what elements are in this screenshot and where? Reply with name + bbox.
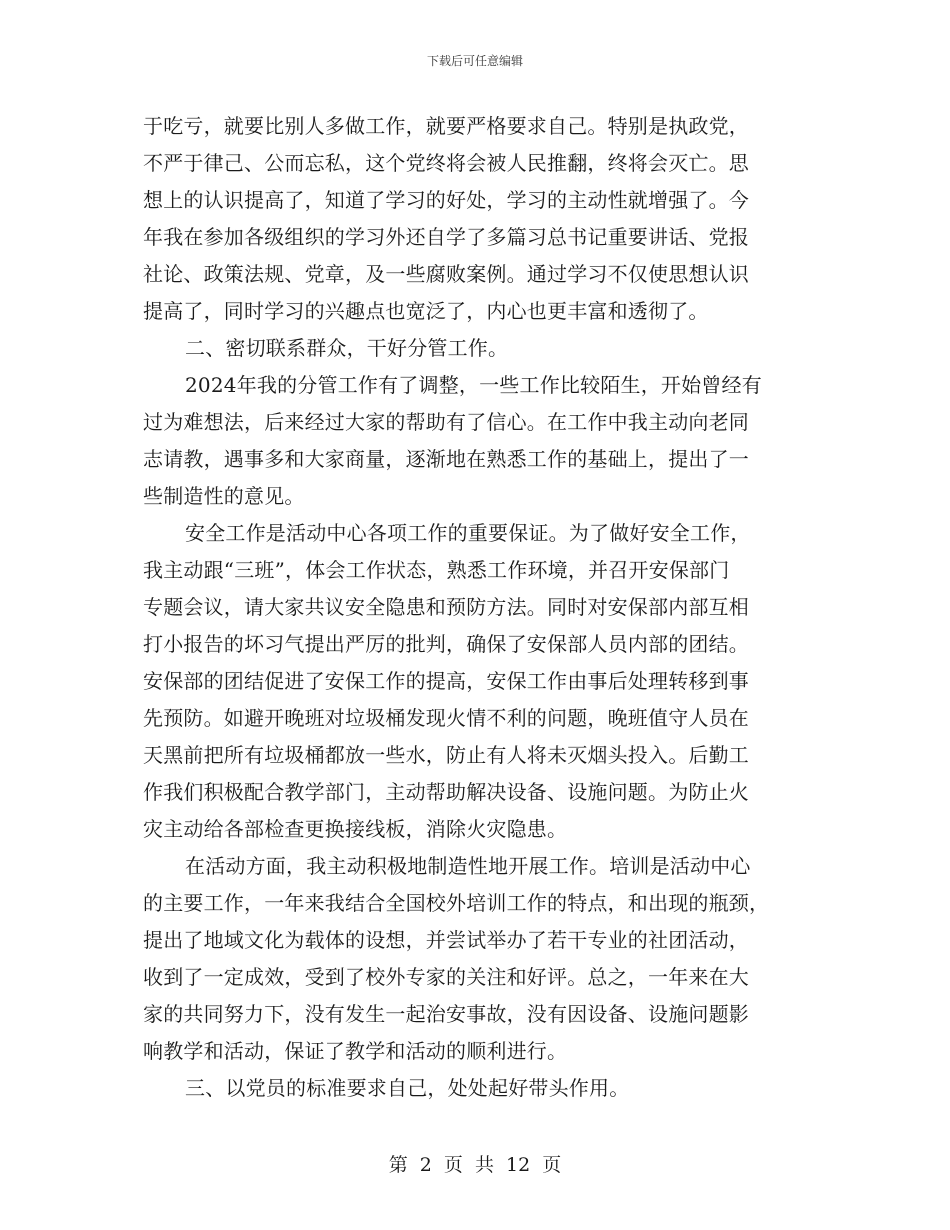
- body-line: 在活动方面，我主动积极地制造性地开展工作。培训是活动中心: [185, 854, 751, 878]
- body-line: 的主要工作，一年来我结合全国校外培训工作的特点，和出现的瓶颈，: [143, 891, 770, 915]
- body-line: 打小报告的坏习气提出严厉的批判，确保了安保部人员内部的团结。: [143, 632, 749, 656]
- body-line: 些制造性的意见。: [143, 484, 305, 508]
- body-line: 灾主动给各部检查更换接线板，消除火灾隐患。: [143, 817, 568, 841]
- body-line: 专题会议，请大家共议安全隐患和预防方法。同时对安保部内部互相: [143, 595, 749, 619]
- body-line: 家的共同努力下，没有发生一起治安事故，没有因设备、设施问题影: [143, 1002, 749, 1026]
- body-line: 安保部的团结促进了安保工作的提高，安保工作由事后处理转移到事: [143, 669, 749, 693]
- body-line: 年我在参加各级组织的学习外还自学了多篇习总书记重要讲话、党报: [143, 225, 749, 249]
- body-line: 于吃亏，就要比别人多做工作，就要严格要求自己。特别是执政党，: [143, 114, 749, 138]
- body-line: 收到了一定成效，受到了校外专家的关注和好评。总之，一年来在大: [143, 965, 749, 989]
- body-line: 2024年我的分管工作有了调整，一些工作比较陌生，开始曾经有: [185, 373, 762, 397]
- body-line: 安全工作是活动中心各项工作的重要保证。为了做好安全工作，: [185, 521, 751, 545]
- body-line: 响教学和活动，保证了教学和活动的顺利进行。: [143, 1039, 568, 1063]
- body-line: 天黑前把所有垃圾桶都放一些水，防止有人将未灭烟头投入。后勤工: [143, 743, 749, 767]
- body-line: 先预防。如避开晚班对垃圾桶发现火情不利的问题，晚班值守人员在: [143, 706, 749, 730]
- body-line: 社论、政策法规、党章，及一些腐败案例。通过学习不仅使思想认识: [143, 262, 749, 286]
- body-line: 我主动跟“三班”，体会工作状态，熟悉工作环境，并召开安保部门: [143, 558, 730, 582]
- body-line: 提出了地域文化为载体的设想，并尝试举办了若干专业的社团活动，: [143, 928, 749, 952]
- body-line: 想上的认识提高了，知道了学习的好处，学习的主动性就增强了。今: [143, 188, 749, 212]
- document-body: [143, 108, 811, 1107]
- section-heading: 二、密切联系群众，干好分管工作。: [185, 336, 509, 360]
- section-heading: 三、以党员的标准要求自己，处处起好带头作用。: [185, 1076, 630, 1100]
- body-line: 过为难想法，后来经过大家的帮助有了信心。在工作中我主动向老同: [143, 410, 749, 434]
- body-line: 提高了，同时学习的兴趣点也宽泛了，内心也更丰富和透彻了。: [143, 299, 709, 323]
- body-line: 作我们积极配合教学部门，主动帮助解决设备、设施问题。为防止火: [143, 780, 749, 804]
- body-line: 志请教，遇事多和大家商量，逐渐地在熟悉工作的基础上，提出了一: [143, 447, 749, 471]
- body-line: 不严于律己、公而忘私，这个党终将会被人民推翻，终将会灭亡。思: [143, 151, 749, 175]
- page-number: 第 2 页 共 12 页: [388, 1154, 562, 1176]
- page-header: 下载后可任意编辑: [426, 54, 523, 68]
